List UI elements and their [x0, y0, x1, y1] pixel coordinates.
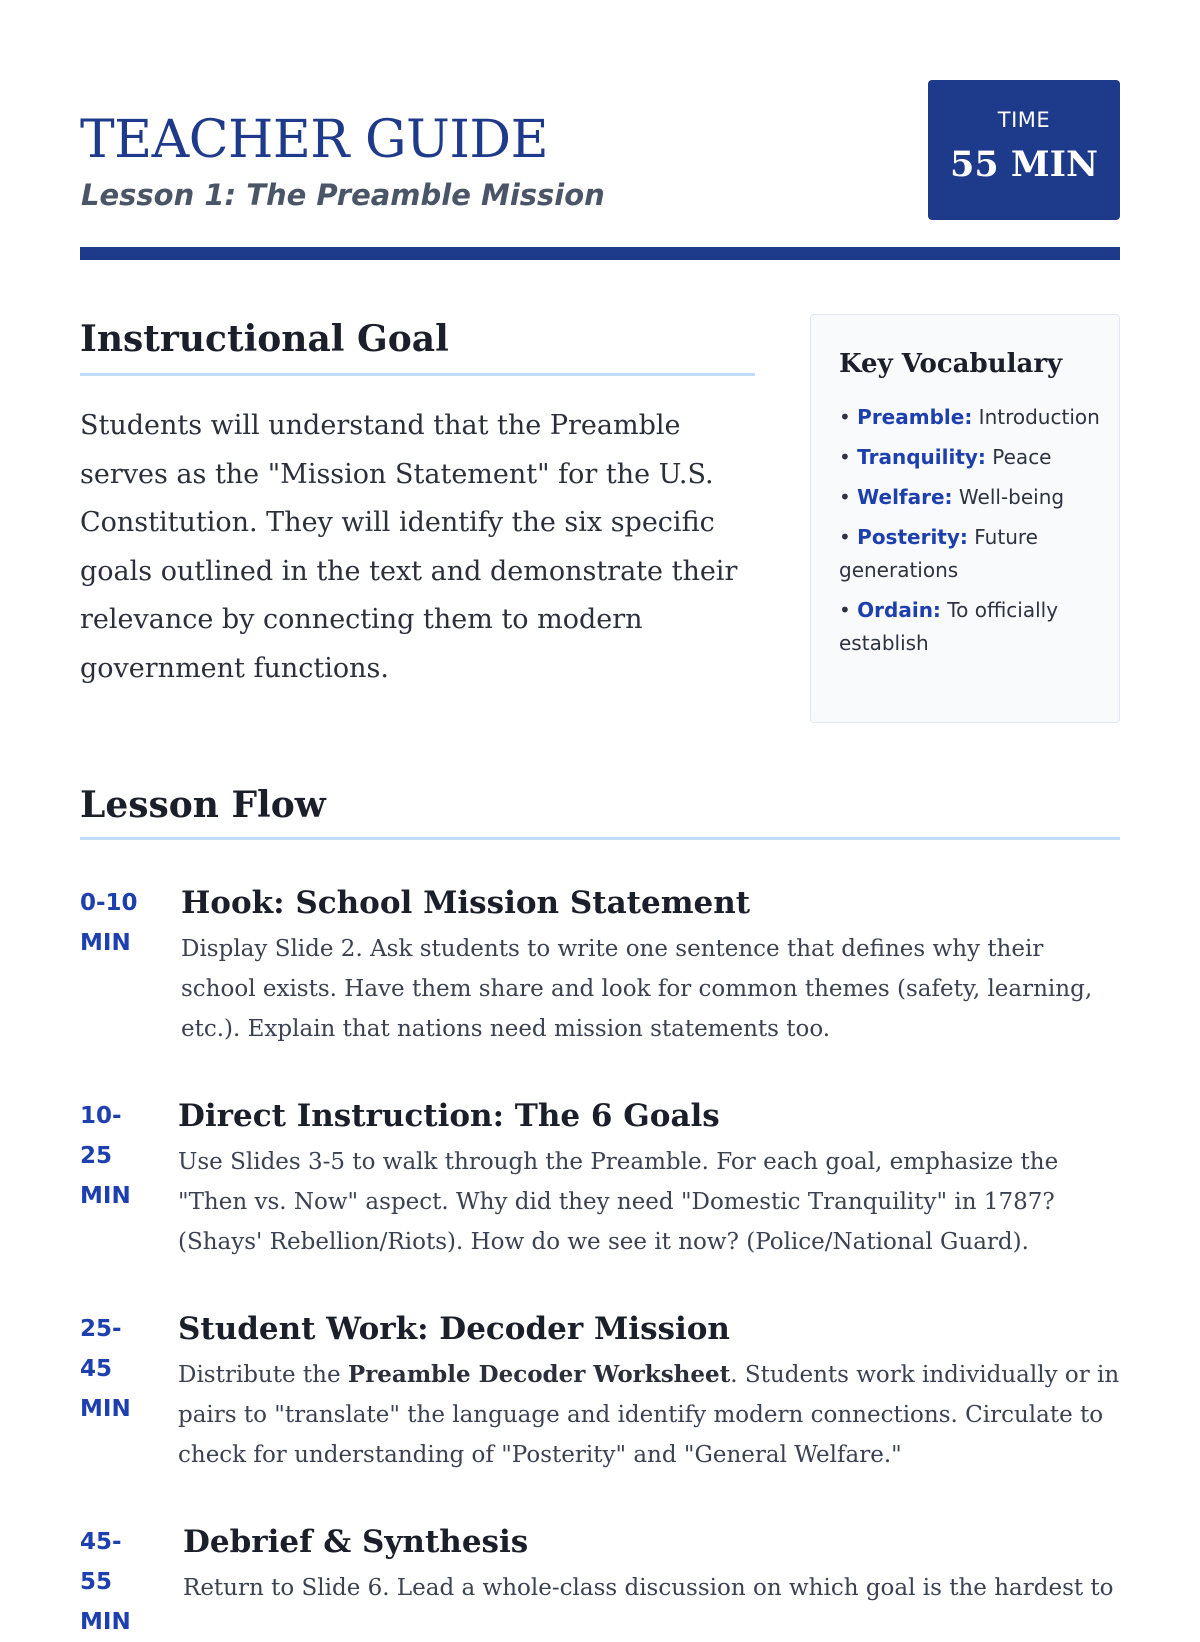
time-label: TIME: [997, 108, 1051, 132]
time-badge: [928, 80, 1120, 220]
vocabulary-term: Welfare:: [857, 485, 953, 509]
flow-step-body: [183, 1522, 1120, 1608]
vocabulary-card: [810, 314, 1120, 723]
goal-divider: [80, 373, 755, 376]
lesson-flow-heading: Lesson Flow: [80, 784, 326, 826]
vocabulary-definition: Peace: [992, 445, 1052, 469]
flow-step-time: 0-10 MIN: [80, 890, 138, 956]
flow-step-title: Hook: School Mission Statement: [181, 885, 751, 921]
vocabulary-item: • Ordain: To officially establish: [839, 598, 1059, 655]
vocabulary-term: Posterity:: [857, 525, 968, 549]
header: [80, 80, 1120, 220]
vocabulary-item: • Posterity: Future generations: [839, 525, 1038, 582]
vocabulary-term: Tranquility:: [857, 445, 986, 469]
lesson-subtitle: Lesson 1: The Preamble Mission: [81, 178, 605, 212]
lesson-flow-divider: [80, 837, 1120, 840]
vocabulary-term: Ordain:: [857, 598, 941, 622]
page-title: TEACHER GUIDE: [80, 110, 549, 170]
vocabulary-definition: Introduction: [978, 405, 1100, 429]
goal-text: Students will understand that the Preamble serves as the "Mission Statement" for the U.S. Constitution. They will identify the six specific goals outlined in the text and demonstrate their relevance by connecting them to modern government functions.: [80, 410, 738, 684]
vocabulary-definition: Future generations: [839, 525, 1038, 582]
goal-heading: Instructional Goal: [80, 318, 449, 360]
flow-step-time: 45-55 MIN: [80, 1529, 131, 1635]
vocabulary-list: [839, 401, 1101, 667]
flow-step-body: [178, 1309, 1120, 1475]
flow-step-title: Student Work: Decoder Mission: [178, 1311, 730, 1347]
flow-step-body: [178, 1096, 1120, 1262]
flow-step-time: 10-25 MIN: [80, 1103, 131, 1209]
teacher-guide-page: [80, 0, 1120, 1635]
flow-step-body: [181, 883, 1120, 1049]
time-value: 55 MIN: [950, 144, 1098, 185]
vocabulary-item: • Preamble: Introduction: [839, 405, 1100, 429]
flow-step-description: Return to Slide 6. Lead a whole-class discussion on which goal is the hardest to: [183, 1575, 1114, 1601]
flow-step-description: [178, 1355, 1120, 1475]
flow-step-description: Use Slides 3-5 to walk through the Preamble. For each goal, emphasize the "Then vs. Now" aspect. Why did they need "Domestic Tranquility" in 1787? (Shays' Rebellion/Riots). How do we see it now? (Police/National Guard).: [178, 1149, 1059, 1255]
header-divider: [80, 247, 1120, 260]
flow-step-description-text: Distribute the: [178, 1362, 348, 1388]
flow-step-title: Debrief & Synthesis: [183, 1524, 529, 1560]
flow-step-time: 25-45 MIN: [80, 1316, 131, 1422]
flow-step-description-text: . Students work individually or in pairs to "translate" the language and identify modern connections. Circulate to check for understanding of "Posterity" and "General Welfare.": [178, 1362, 1120, 1468]
flow-step-title: Direct Instruction: The 6 Goals: [178, 1098, 720, 1134]
flow-step-description: Display Slide 2. Ask students to write one sentence that defines why their school exists. Have them share and look for common themes (safety, learning, etc.). Explain that nations need mission statements too.: [181, 936, 1093, 1042]
vocabulary-definition: To officially establish: [839, 598, 1059, 655]
vocabulary-item: • Welfare: Well-being: [839, 485, 1065, 509]
vocabulary-item: • Tranquility: Peace: [839, 445, 1052, 469]
vocabulary-term: Preamble:: [857, 405, 973, 429]
vocabulary-title: Key Vocabulary: [839, 349, 1063, 379]
worksheet-name: Preamble Decoder Worksheet: [347, 1361, 731, 1388]
vocabulary-definition: Well-being: [958, 485, 1065, 509]
